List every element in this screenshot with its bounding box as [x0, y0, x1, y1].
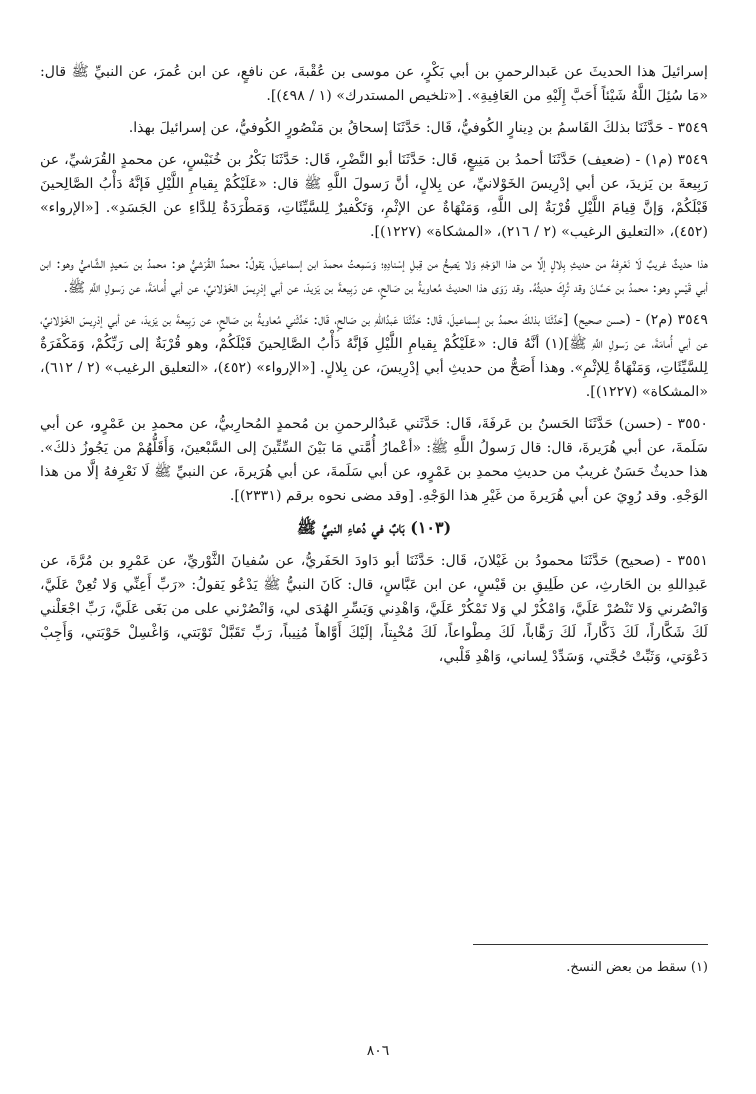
chapter-heading: (١٠٣) بَابٌ في دُعاءِ النبيِّ ﷺ	[296, 518, 452, 537]
paragraph-hadith-3550: ٣٥٥٠ - (حسن) حَدَّثَنَا الحَسنُ بن عَرفَةَ، قَال: حَدَّثَني عَبدُالرحمنِ بن مُحمدٍ المُحارِبيُّ، عن محمدِ بن عَمْرٍو، عن أبي سَلَمةَ، عن أبي هُرَيرةَ، قال: قال رَسولُ اللَّهِ ﷺ: «أعْمارُ أُمَّتي مَا بَيْنَ السِّتِّينَ إلى السَّبْعينَ، وَأَقَلُّهُمْ من يَجُوزُ ذلكَ». هذا حديثٌ حَسَنٌ غريبٌ من حديثِ محمدِ بن عَمْرٍو، عن أبي سَلَمةَ، عن أبي هُرَيرةَ، عن النبيِّ ﷺ لَا نَعْرِفهُ إلَّا من هذا الوَجْهِ. وقد رُوِيَ عن أبي هُرَيرةَ من غَيْرِ هذا الوَجْهِ. [وقد مضى نحوه برقم (٢٣٣١)].	[40, 416, 708, 504]
paragraph-hadith-3551: ٣٥٥١ - (صحيح) حَدَّثَنَا محمودُ بن غَيْلانَ، قَال: حَدَّثَنَا أبو دَاودَ الحَفَريُّ، عن سُفيانَ الثَّوْريِّ، عن عَمْرِو بن مُرَّةَ، عن عَبدِاللهِ بن الحَارثِ، عن طَلِيقِ بن قَيْسٍ، عن ابن عَبَّاسٍ، قال: كَانَ النبيُّ ﷺ يَدْعُو يَقولُ: «رَبِّ أَعِنِّي وَلا تُعِنْ عَلَيَّ، وَانْصُرني وَلا تَنْصُرْ عَلَيَّ، وَامْكُرْ لي وَلا تَمْكُرْ عَلَيَّ، وَاهْدِني وَيَسِّرِ الهُدَى لي، وَانْصُرْني على من بَغَى عَلَيَّ، رَبِّ اجْعَلْني لَكَ شَكَّاراً، لَكَ ذَكَّاراً، لَكَ رَهَّاباً، لَكَ مِطْواعاً، لَكَ مُخْبِتاً، إلَيْكَ أَوَّاهاً مُنِيباً، رَبِّ تَقَبَّلْ تَوْبَتي، وَاغْسِلْ حَوْبَتي، وَأَجِبْ دَعْوَتي، وَثَبِّتْ حُجَّتي، وَسَدِّدْ لِساني، وَاهْدِ قَلْبي،	[40, 553, 708, 665]
page-number: ٨٠٦	[366, 1043, 390, 1059]
paragraph-hadith-3549: ٣٥٤٩ - حَدَّثَنَا بذلكَ القَاسمُ بن دِينارٍ الكُوفيُّ، قَال: حَدَّثَنَا إسحاقُ بن مَنْصُورٍ الكُوفيُّ، عن إسرائيلَ بهذا.	[128, 120, 708, 136]
main-text	[40, 60, 708, 669]
paragraph-hadith-3549-m1: ٣٥٤٩ (م١) - (ضعيف) حَدَّثَنَا أحمدُ بن مَنِيعٍ، قَال: حَدَّثَنَا أبو النَّضْرِ، قَال: حَدَّثَنَا بَكْرُ بن خُنَيْسٍ، عن محمدٍ القُرَشيِّ، عن رَبِيعةَ بن يَزيدَ، عن أبي إدْرِيسَ الخَوْلانيِّ، عن بِلالٍ، أنَّ رَسولَ اللَّهِ ﷺ قال: «عَلَيْكُمْ بِقيامِ اللَّيْلِ فَإنَّهُ دَأْبُ الصَّالِحينَ قَبْلَكُمْ، وَإنَّ قِيامَ اللَّيْلِ قُرْبَةٌ إلى اللَّهِ، وَمَنْهَاةٌ عن الإثْمِ، وَتَكْفيرٌ لِلسَّيِّئَاتِ، وَمَطْرَدَةٌ لِلدَّاءِ عن الجَسَدِ». [«الإرواء» (٤٥٢)، «التعليق الرغيب» (٢ / ٢١٦)، «المشكاة» (١٢٢٧)].	[40, 152, 708, 240]
paragraph-continuation: إسرائيلَ هذا الحديثَ عن عَبدالرحمنِ بن أبي بَكْرٍ، عن موسى بن عُقْبةَ، عن نافعٍ، عن ابن عُمرَ، عن النبيِّ ﷺ قال: «مَا سُئِلَ اللَّهُ شَيْئاً أَحَبَّ إِلَيْهِ من العَافِيةِ». [«تلخيص المستدرك» (١ / ٤٩٨)].	[40, 64, 708, 104]
paragraph-commentary: هذا حديثٌ غريبٌ لَا نَعْرِفهُ من حديثِ بِلالٍ إلَّا من هذا الوَجْهِ وَلا يَصِحُّ من قِبلِ إسْنادِهِ؛ وَسَمِعتُ محمدَ ابن إسماعيلَ، يَقولُ: محمدٌ القُرَشيُّ هو: محمدُ بن سَعيدٍ الشَّاميُّ وهو: ابن أبي قَيْسٍ وهو: محمدُ بن حَسَّانَ وقد تُرِكَ حديثُهُ. وقد رَوَى هذا الحديثَ مُعاويةُ بن صَالحٍ، عن رَبِيعةَ بن يَزيدَ، عن أبي إدْرِيسَ الخَوْلانيِّ، عن أبي أُمامَةَ، عن رَسولِ اللَّهِ ﷺ.	[40, 256, 708, 296]
footnote-divider	[473, 944, 708, 945]
footnote: (١) سقط من بعض النسخ.	[566, 960, 708, 975]
paragraph-hadith-3549-m2: ٣٥٤٩ (م٢) - (حسن صحيح) [حَدَّثَنَا بذلكَ محمدُ بن إسماعيلَ، قَال: حَدَّثَنَا عَبدُاللهِ بن صَالحٍ، قَال: حَدَّثَني مُعاويةُ بن صَالحٍ، عن رَبِيعةَ بن يَزيدَ، عن أبي إدْرِيسَ الخَوْلانيِّ، عن أبي أُمامَةَ، عن رَسولِ اللَّهِ ﷺ](١) أنَّهُ قال: «عَلَيْكُمْ بِقيامِ اللَّيْلِ فَإنَّهُ دَأْبُ الصَّالِحينَ قَبْلَكُمْ، وهو قُرْبَةٌ إلى رَبِّكُمْ، وَمَكْفَرَةٌ لِلسَّيِّئَاتِ، وَمَنْهَاةٌ لِلإثْمِ». وهذا أَصَحُّ من حديثِ أبي إدْرِيسَ، عن بِلالٍ. [«الإرواء» (٤٥٢)، «التعليق الرغيب» (٢ / ٦١٢)، «المشكاة» (١٢٢٧)].	[40, 312, 709, 400]
